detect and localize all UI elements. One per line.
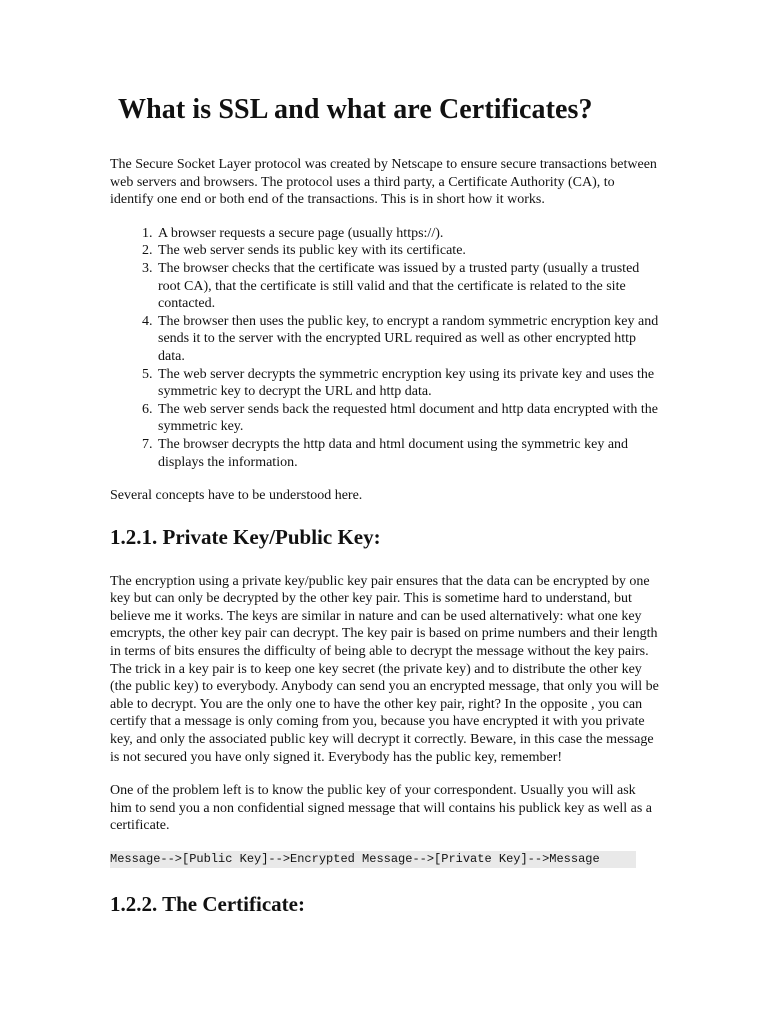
list-item: 4. The browser then uses the public key, to encrypt a random symmetric encryption key and sends it to the server with the encrypted URL required as well as other encrypted http data. <box>156 313 660 366</box>
key-pair-paragraph: The encryption using a private key/public key pair ensures that the data can be encrypted by one key but can only be decrypted by the other key pair. This is sometime hard to understand, but believe me it works. The keys are similar in nature and can be used alternatively: what one key emcrypts, the other key pair can decrypt. The key pair is based on prime numbers and their length in terms of bits ensures the difficulty of being able to decrypt the message without the key pairs. The trick in a key pair is to keep one key secret (the private key) and to distribute the other key (the public key) to everybody. Anybody can send you an encrypted message, that only you will be able to decrypt. You are the only one to have the other key pair, right? In the opposite , you can certify that a message is only coming from you, because you have encrypted it with you private key, and only the associated public key will decrypt it correctly. Beware, in this case the message is not secured you have only signed it. Everybody has the public key, remember! <box>110 573 659 765</box>
section-heading-certificate: 1.2.2. The Certificate: <box>110 892 305 916</box>
list-item: 7. The browser decrypts the http data and html document using the symmetric key and displays the information. <box>156 436 660 471</box>
page-title: What is SSL and what are Certificates? <box>118 94 593 125</box>
concepts-paragraph: Several concepts have to be understood here. <box>110 488 363 504</box>
list-item: 2. The web server sends its public key with its certificate. <box>156 242 660 260</box>
message-flow-code: Message-->[Public Key]-->Encrypted Message-->[Private Key]-->Message <box>110 851 636 868</box>
section-heading-private-public-key: 1.2.1. Private Key/Public Key: <box>110 524 381 549</box>
list-item: 6. The web server sends back the requested html document and http data encrypted with the symmetric key. <box>156 401 660 436</box>
public-key-problem-paragraph: One of the problem left is to know the public key of your correspondent. Usually you will ask him to send you a non confidential signed message that will contains his publick key as well as a certificate. <box>110 783 653 834</box>
list-item: 3. The browser checks that the certificate was issued by a trusted party (usually a trusted root CA), that the certificate is still valid and that the certificate is related to the site contacted. <box>156 260 660 313</box>
intro-paragraph: The Secure Socket Layer protocol was created by Netscape to ensure secure transactions between web servers and browsers. The protocol uses a third party, a Certificate Authority (CA), to identify one end or both end of the transactions. This is in short how it works. <box>110 157 657 208</box>
steps-list <box>110 225 660 471</box>
list-item: 1. A browser requests a secure page (usually https://). <box>156 225 660 243</box>
list-item: 5. The web server decrypts the symmetric encryption key using its private key and uses the symmetric key to decrypt the URL and http data. <box>156 366 660 401</box>
